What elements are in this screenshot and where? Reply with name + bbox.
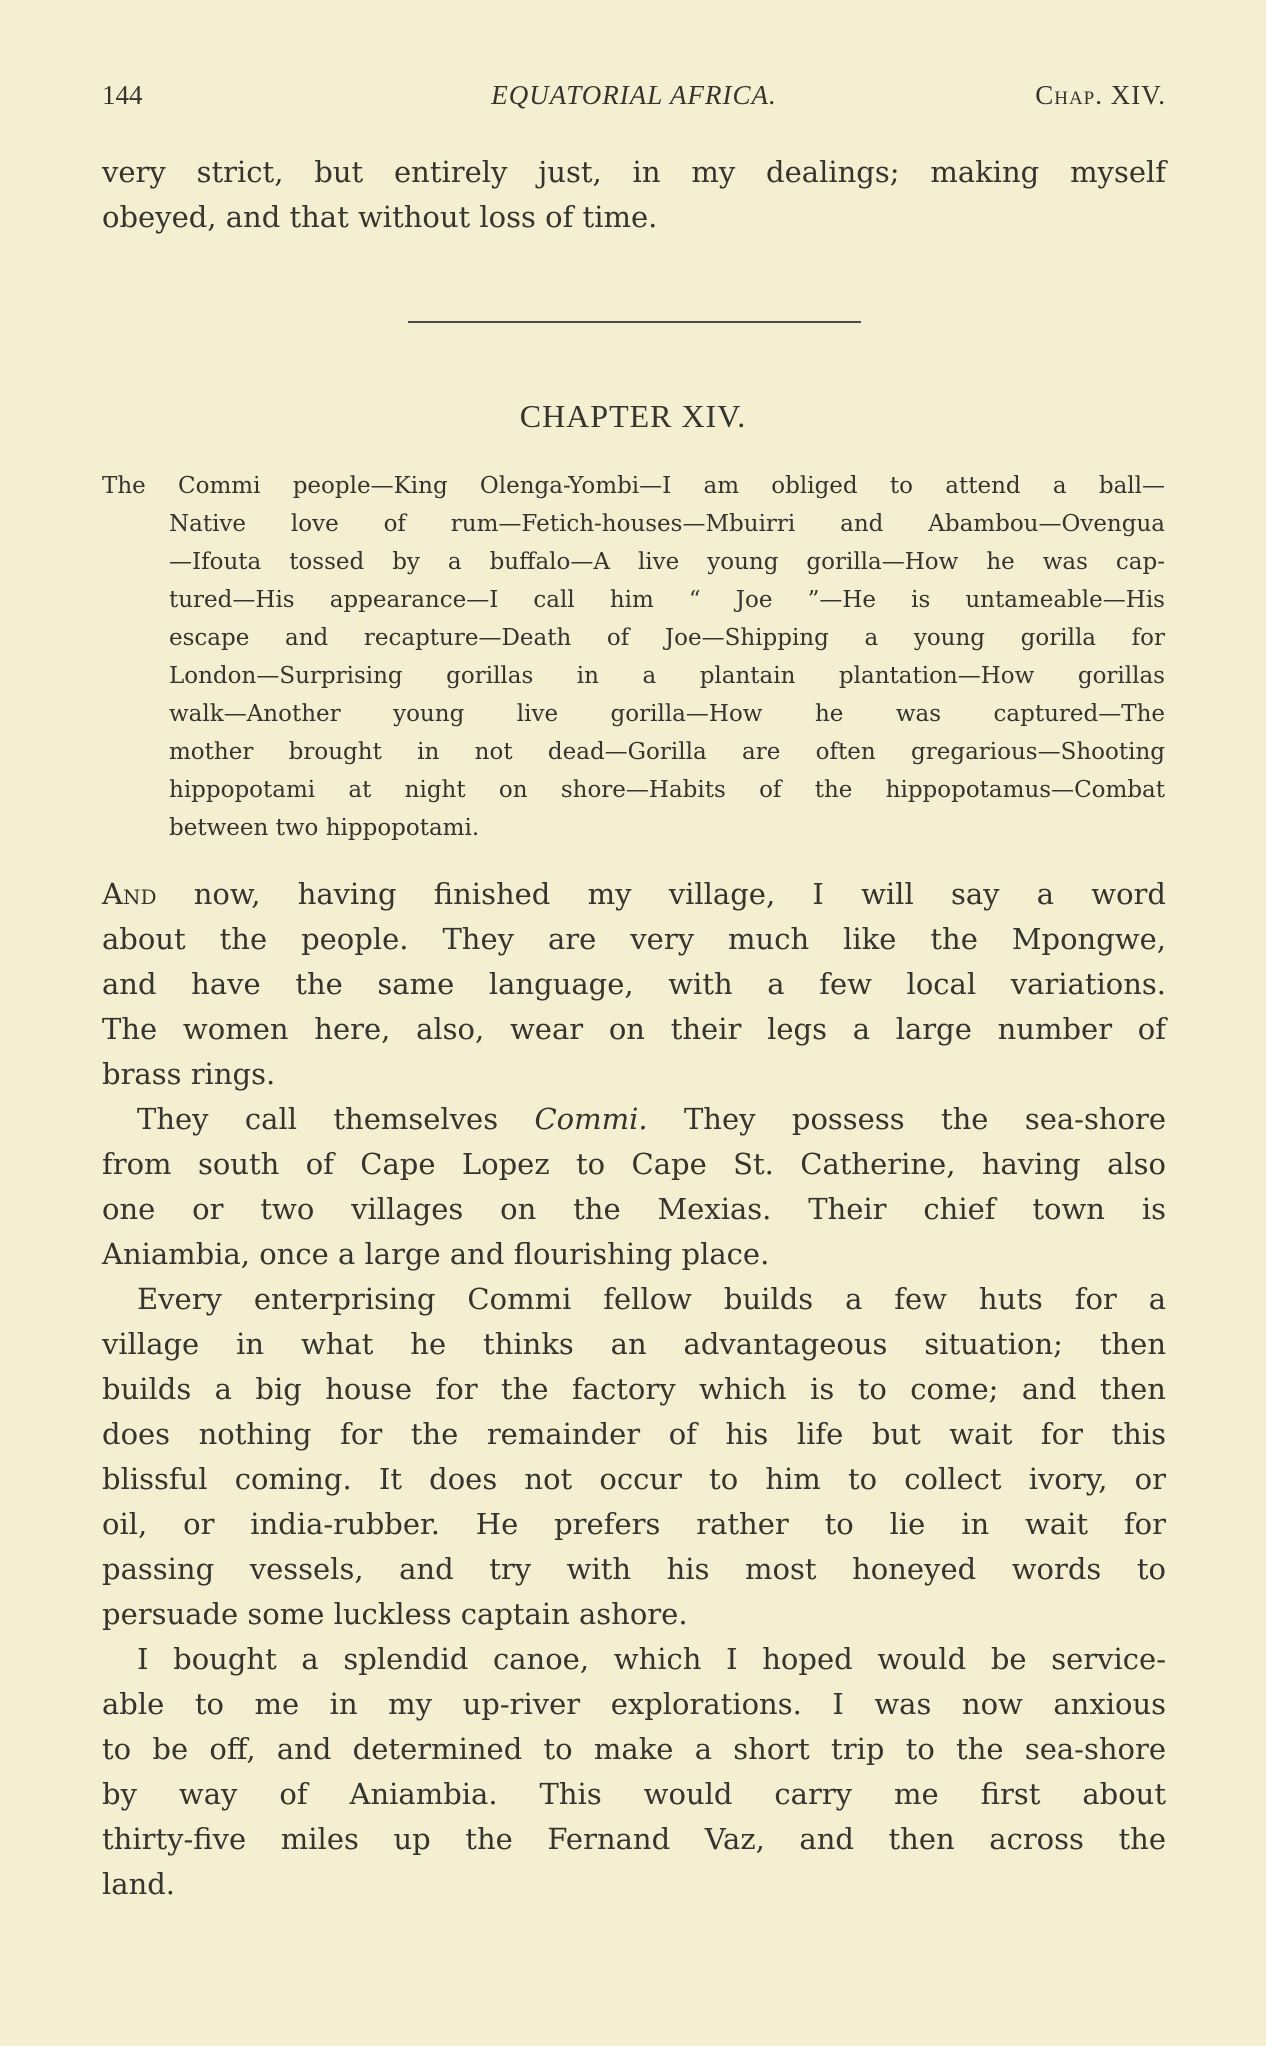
continued-paragraph — [102, 150, 1166, 240]
text-line: about the people. They are very much like the Mpongwe, — [102, 922, 1166, 956]
summary-line: Native love of rum—Fetich-houses—Mbuirri and Abambou—Ovengua — [169, 511, 1165, 537]
opening-word: And — [102, 877, 157, 911]
summary-line: The Commi people—King Olenga-Yombi—I am obliged to attend a ball— — [102, 473, 1165, 499]
text-line: able to me in my up-river explorations. I was now anxious — [102, 1687, 1166, 1721]
text-line: brass rings. — [102, 1057, 276, 1091]
chapter-reference: Chap. XIV. — [1035, 80, 1166, 110]
text-line: land. — [102, 1867, 176, 1901]
summary-line: between two hippopotami. — [169, 815, 480, 841]
summary-line: escape and recapture—Death of Joe—Shipping a young gorilla for — [169, 625, 1165, 651]
text-line: village in what he thinks an advantageous situation; then — [102, 1327, 1166, 1361]
summary-line: —Ifouta tossed by a buffalo—A live young gorilla—How he was cap- — [169, 549, 1165, 575]
summary-line: London—Surprising gorillas in a plantain plantation—How gorillas — [169, 663, 1165, 689]
text-line: builds a big house for the factory which is to come; and then — [102, 1372, 1166, 1406]
summary-line: tured—His appearance—I call him “ Joe ”—He is untameable—His — [169, 587, 1165, 613]
chapter-summary — [102, 467, 1165, 847]
text-line: The women here, also, wear on their legs a large number of — [102, 1012, 1166, 1046]
summary-line: hippopotami at night on shore—Habits of the hippopotamus—Combat — [169, 777, 1165, 803]
chapter-title: CHAPTER XIV. — [519, 398, 747, 434]
text-line: and have the same language, with a few local variations. — [102, 967, 1166, 1001]
text-line: very strict, but entirely just, in my dealings; making myself — [102, 155, 1166, 189]
text-line: passing vessels, and try with his most honeyed words to — [102, 1552, 1166, 1586]
summary-line: mother brought in not dead—Gorilla are often gregarious—Shooting — [169, 739, 1165, 765]
running-header — [102, 80, 1166, 120]
section-divider — [408, 321, 861, 323]
text-line — [102, 1097, 1166, 1142]
text-line: persuade some luckless captain ashore. — [102, 1597, 688, 1631]
text-fragment: They call themselves — [137, 1102, 535, 1136]
text-line: Aniambia, once a large and flourishing place. — [102, 1237, 770, 1271]
text-line: by way of Aniambia. This would carry me first about — [102, 1777, 1166, 1811]
text-line: thirty-five miles up the Fernand Vaz, and then across the — [102, 1822, 1166, 1856]
page-number: 144 — [102, 80, 143, 110]
summary-line: walk—Another young live gorilla—How he was captured—The — [169, 701, 1165, 727]
text-line: from south of Cape Lopez to Cape St. Catherine, having also — [102, 1147, 1166, 1181]
text-line: does nothing for the remainder of his life but wait for this — [102, 1417, 1166, 1451]
text-line: I bought a splendid canoe, which I hoped would be service- — [137, 1642, 1166, 1676]
text-fragment: now, having finished my village, I will say a word — [156, 877, 1166, 911]
text-line: oil, or india-rubber. He prefers rather to lie in wait for — [102, 1507, 1166, 1541]
text-fragment: They possess the sea-shore — [647, 1102, 1166, 1136]
text-line — [102, 872, 1166, 917]
text-line: blissful coming. It does not occur to him to collect ivory, or — [102, 1462, 1166, 1496]
italic-term: Commi. — [534, 1102, 648, 1136]
chapter-body — [102, 872, 1166, 1907]
running-title: EQUATORIAL AFRICA. — [491, 80, 777, 110]
text-line: Every enterprising Commi fellow builds a few huts for a — [137, 1282, 1166, 1316]
text-line: obeyed, and that without loss of time. — [102, 200, 658, 234]
text-line: one or two villages on the Mexias. Their chief town is — [102, 1192, 1166, 1226]
text-line: to be off, and determined to make a short trip to the sea-shore — [102, 1732, 1166, 1766]
